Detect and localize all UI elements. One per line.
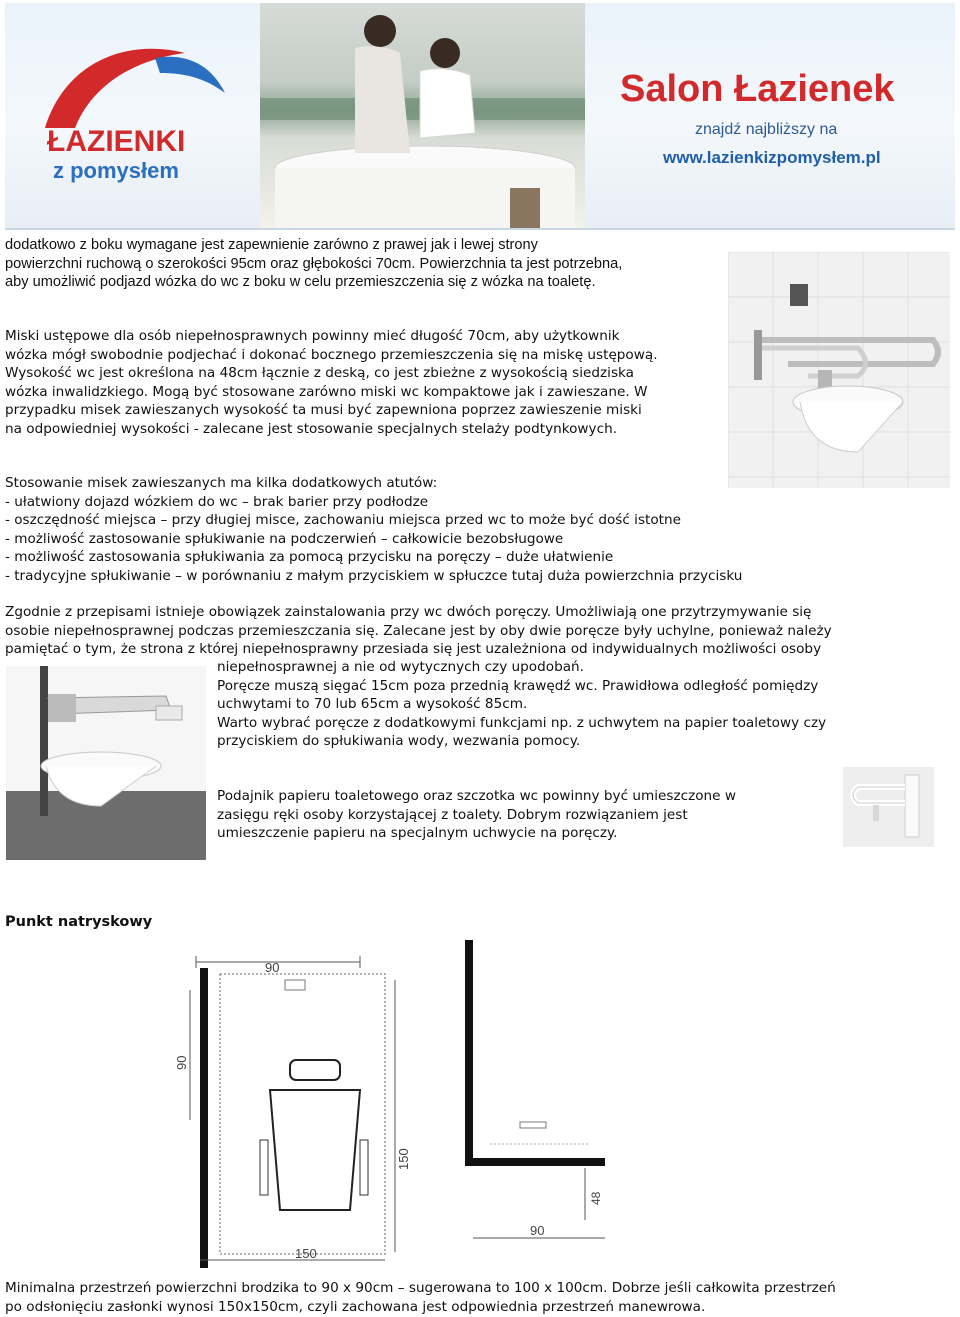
paragraph-bowl-length	[5, 327, 658, 438]
text-line: Podajnik papieru toaletowego oraz szczotka wc powinny być umieszczone w	[217, 788, 736, 804]
list-item: - możliwość zastosowania spłukiwania za pomocą przycisku na poręczy – duże ułatwienie	[5, 549, 614, 565]
paragraph-handrails-cont	[217, 658, 826, 751]
text-line: dodatkowo z boku wymagane jest zapewnienie zarówno z prawej jak i lewej strony	[5, 237, 538, 253]
paragraph-side-space	[5, 236, 622, 292]
dim-mid-150: 150	[396, 1148, 411, 1170]
list-item: - oszczędność miejsca – przy długiej misce, zachowaniu miejsca przed wc to może być dość istotne	[5, 512, 681, 528]
text-line: uchwytami to 70 lub 65cm a wysokość 85cm.	[217, 696, 528, 712]
shower-plan-diagram	[174, 940, 610, 1270]
text-line: po odsłonięciu zasłonki wynosi 150x150cm, czyli zachowana jest odpowiednia przestrzeń manewrowa.	[5, 1298, 706, 1315]
text-line: Zgodnie z przepisami istnieje obowiązek zainstalowania przy wc dwóch poręczy. Umożliwiają one przytrzymywanie się	[5, 604, 812, 620]
logo-title: ŁAZIENKI	[47, 125, 186, 158]
text-line: zasięgu ręki osoby korzystającej z toalety. Dobrym rozwiązaniem jest	[217, 806, 688, 823]
list-item: - ułatwiony dojazd wózkiem do wc – brak barier przy podłodze	[5, 493, 429, 510]
paragraph-advantages	[5, 474, 742, 585]
text-line: na odpowiedniej wysokości - zalecane jest stosowanie specjalnych stelaży podtynkowych.	[5, 420, 618, 437]
text-line: aby umożliwić podjazd wózka do wc z boku w celu przemieszczenia się z wózka na toaletę.	[5, 274, 596, 290]
text-line: wózka inwalidzkiego. Mogą być stosowane zarówno miski wc kompaktowe jak i zawieszane. W	[5, 383, 648, 400]
handrail-paper-photo	[843, 767, 934, 847]
salon-subtitle: znajdź najbliższy na	[695, 121, 838, 138]
list-item: - możliwość zastosowanie spłukiwanie na podczerwień – całkowicie bezobsługowe	[5, 530, 564, 547]
text-line: umieszczenie papieru na specjalnym uchwycie na poręczy.	[217, 825, 618, 841]
text-line: Poręcze muszą sięgać 15cm poza przednią krawędź wc. Prawidłowa odległość pomiędzy	[217, 677, 819, 694]
grab-bar-wc-photo	[728, 252, 950, 488]
paragraph-handrails	[5, 603, 832, 659]
logo-swoosh-icon	[35, 33, 235, 133]
text-line: wózka mógł swobodnie podjechać i dokonać bocznego przemieszczenia się na miskę ustępową.	[5, 346, 658, 363]
wc-swing-bar-icon	[6, 666, 206, 860]
banner-photo	[260, 3, 585, 228]
dim-bottom-150: 150	[295, 1246, 317, 1261]
wall-hung-wc-photo	[6, 666, 206, 860]
text-line: przypadku misek zawieszanych wysokość ta musi być zapewniona poprzez zawieszenie miski	[5, 402, 642, 418]
section-heading: Punkt natryskowy	[5, 914, 153, 930]
text-line: Minimalna przestrzeń powierzchni brodzika to 90 x 90cm – sugerowana to 100 x 100cm. Dobrze jeśli całkowita przestrzeń	[5, 1280, 836, 1296]
header-banner	[5, 3, 955, 230]
text-line: Miski ustępowe dla osób niepełnosprawnych powinny mieć długość 70cm, aby użytkownik	[5, 328, 620, 344]
text-line: przyciskiem do spłukiwania wody, wezwania pomocy.	[217, 733, 581, 749]
brand-logo[interactable]	[35, 33, 235, 183]
text-line: Warto wybrać poręcze z dodatkowymi funkcjami np. z uchwytem na papier toaletowy czy	[217, 714, 827, 731]
text-line: powierzchni ruchową o szerokości 95cm oraz głębokości 70cm. Powierzchnia ta jest potrzebna,	[5, 255, 623, 272]
floor-plan-icon	[174, 940, 610, 1270]
text-line: pamiętać o tym, że strona z której niepełnosprawny przesiada się jest uzależniona od indywidualnych możliwości osoby	[5, 641, 822, 657]
salon-title: Salon Łazienek	[620, 68, 895, 110]
text-line: Stosowanie misek zawieszanych ma kilka dodatkowych atutów:	[5, 475, 438, 491]
handrail-icon	[843, 767, 934, 847]
grab-bar-icon	[728, 252, 950, 488]
paragraph-paper-holder	[217, 787, 736, 843]
paragraph-shower-space	[5, 1279, 836, 1316]
dim-left-90: 90	[174, 1055, 189, 1070]
text-line: osobie niepełnosprawnej podczas przemieszczania się. Zalecane jest by oby dwie poręcze były uchylne, ponieważ należy	[5, 622, 832, 639]
logo-subtitle: z pomysłem	[53, 158, 179, 183]
list-item: - tradycyjne spłukiwanie – w porównaniu z małym przyciskiem w spłuczce tutaj duża powierzchnia przycisku	[5, 567, 743, 584]
dim-right-48: 48	[589, 1191, 603, 1205]
dim-top-90: 90	[265, 960, 280, 975]
bath-scene-icon	[260, 3, 585, 228]
text-line: niepełnosprawnej a nie od wytycznych czy upodobań.	[217, 659, 584, 675]
dim-bottom-90: 90	[530, 1223, 545, 1238]
salon-url-link[interactable]: www.lazienkizpomysłem.pl	[663, 148, 881, 167]
text-line: Wysokość wc jest określona na 48cm łącznie z deską, co jest zbieżne z wysokością siedziska	[5, 365, 634, 381]
